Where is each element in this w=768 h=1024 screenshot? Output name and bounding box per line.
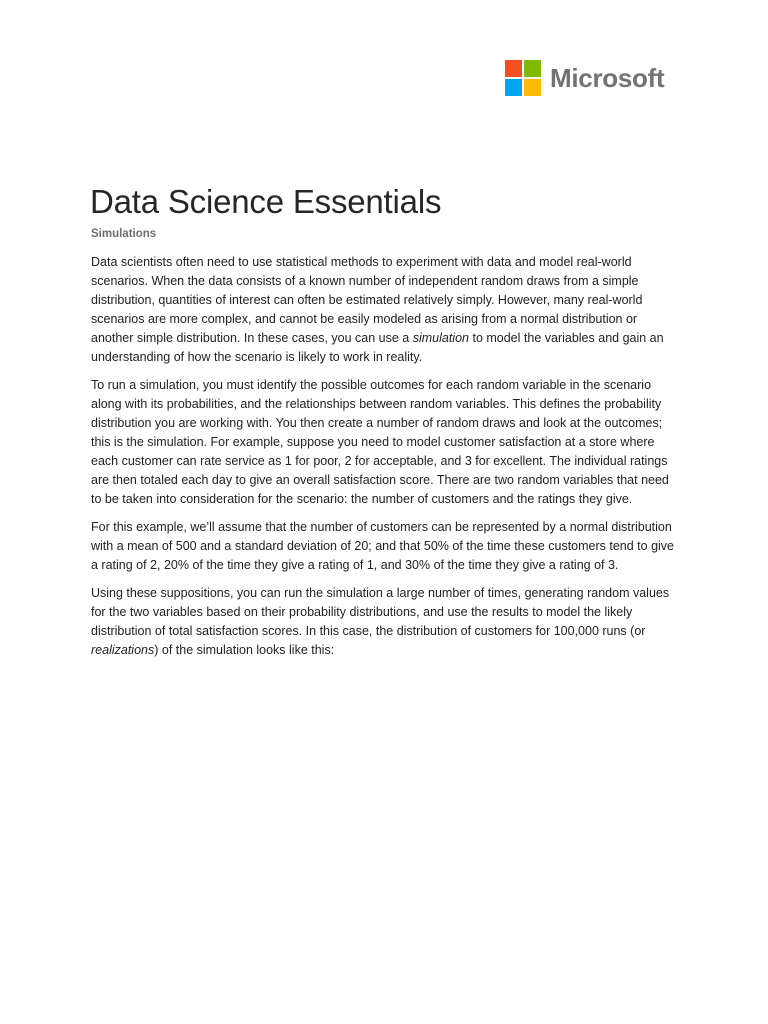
term-realizations: realizations bbox=[91, 643, 155, 657]
logo-square-red bbox=[505, 60, 522, 77]
term-simulation: simulation bbox=[412, 331, 469, 345]
paragraph-results-text-2: ) of the simulation looks like this: bbox=[154, 643, 335, 657]
paragraph-results bbox=[91, 584, 681, 660]
document-subtitle: Simulations bbox=[91, 228, 157, 240]
paragraph-intro-text-2: to model the variables and gain an understanding of how the scenario is likely to work in reality. bbox=[91, 331, 664, 364]
paragraph-example-assumptions: For this example, we’ll assume that the number of customers can be represented by a normal distribution with a mean of 500 and a standard deviation of 20; and that 50% of the time these customers tend to give a rating of 2, 20% of the time they give a rating of 1, and 30% of the time they give a rating of 3. bbox=[91, 520, 675, 572]
logo-wordmark: Microsoft bbox=[550, 62, 665, 93]
microsoft-logo bbox=[505, 60, 664, 96]
paragraph-how-to-run: To run a simulation, you must identify the possible outcomes for each random variable in the scenario along with its probabilities, and the relationships between random variables. This defines the probability distribution you are working with. You then create a number of random draws and look at the outcomes; this is the simulation. For example, suppose you need to model customer satisfaction at a store where each customer can rate service as 1 for poor, 2 for acceptable, and 3 for excellent. The individual ratings are then totaled each day to give an overall satisfaction score. There are two random variables that need to be taken into consideration for the scenario: the number of customers and the ratings they give. bbox=[91, 378, 669, 506]
paragraph-intro-text-1: Data scientists often need to use statistical methods to experiment with data and model real-world scenarios. When the data consists of a known number of independent random draws from a simple distribution, quantities of interest can often be estimated relatively simply. However, many real-world scenarios are more complex, and cannot be easily modeled as arising from a normal distribution or another simple distribution. In these cases, you can use a bbox=[91, 255, 643, 345]
paragraph-results-text-1: Using these suppositions, you can run the simulation a large number of times, generating random values for the two variables based on their probability distributions, and use the results to model the likely distribution of total satisfaction scores. In this case, the distribution of customers for 100,000 runs (or bbox=[91, 586, 670, 638]
logo-square-yellow bbox=[524, 79, 541, 96]
microsoft-logo-icon bbox=[505, 60, 541, 96]
document-body bbox=[91, 253, 681, 669]
document-title: Data Science Essentials bbox=[90, 183, 442, 220]
logo-square-green bbox=[524, 60, 541, 77]
paragraph-intro bbox=[91, 253, 681, 367]
logo-square-blue bbox=[505, 79, 522, 96]
